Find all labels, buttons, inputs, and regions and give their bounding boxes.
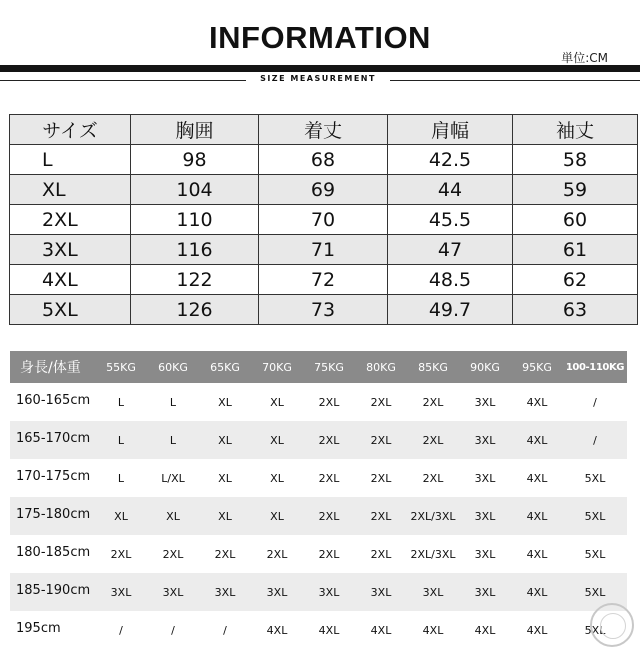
recommended-size-cell: XL xyxy=(270,471,284,485)
weight-row xyxy=(10,497,627,535)
weight-header-cell: 100-110KG xyxy=(563,351,627,383)
recommended-size-cell: 3XL xyxy=(474,547,496,561)
weight-header-cell: 95KG xyxy=(511,351,563,383)
recommended-size-cell: 3XL xyxy=(355,573,407,611)
recommended-size-cell: 4XL xyxy=(526,471,548,485)
recommended-size-cell: / xyxy=(171,623,175,637)
recommended-size-cell: 3XL xyxy=(303,573,355,611)
measurement-header-cell: 肩幅 xyxy=(388,115,513,145)
weight-header-cell: 65KG xyxy=(199,351,251,383)
measurement-header-cell: サイズ xyxy=(10,115,131,145)
measurement-cell: 110 xyxy=(131,205,259,235)
recommended-size-cell: 3XL xyxy=(407,573,459,611)
measurement-cell: 60 xyxy=(513,205,638,235)
recommended-size-cell: 2XL xyxy=(303,497,355,535)
recommended-size-cell: 2XL xyxy=(422,395,444,409)
recommended-size-cell: 4XL xyxy=(318,623,340,637)
recommended-size-cell: 2XL xyxy=(370,471,392,485)
recommended-size-cell: 3XL xyxy=(459,497,511,535)
recommended-size-cell: XL xyxy=(218,395,232,409)
recommended-size-cell: L/XL xyxy=(161,471,185,485)
measurement-row xyxy=(10,235,638,265)
measurement-cell: 116 xyxy=(131,235,259,265)
weight-header-cell: 85KG xyxy=(407,351,459,383)
height-cell: 195cm xyxy=(16,621,61,636)
weight-row xyxy=(10,611,627,649)
recommended-size-cell: 4XL xyxy=(474,623,496,637)
recommended-size-cell: 3XL xyxy=(147,573,199,611)
weight-row xyxy=(10,535,627,573)
recommended-size-cell: XL xyxy=(251,497,303,535)
measurement-cell: 122 xyxy=(131,265,259,295)
recommended-size-cell: 2XL xyxy=(422,471,444,485)
weight-header-cell: 90KG xyxy=(459,351,511,383)
height-cell: 180-185cm xyxy=(16,545,91,560)
weight-row xyxy=(10,573,627,611)
recommended-size-cell: 5XL xyxy=(563,497,627,535)
measurement-cell: 47 xyxy=(388,235,513,265)
measurement-cell: 68 xyxy=(259,145,388,175)
height-weight-header: 身長/体重 xyxy=(10,351,95,383)
height-cell: 170-175cm xyxy=(16,469,91,484)
subtitle: SIZE MEASUREMENT xyxy=(260,74,376,83)
recommended-size-cell: / xyxy=(223,623,227,637)
size-cell: 4XL xyxy=(10,265,131,295)
recommended-size-cell: L xyxy=(147,421,199,459)
weight-header-row xyxy=(10,351,627,383)
recommended-size-cell: 2XL xyxy=(266,547,288,561)
size-cell: L xyxy=(10,145,131,175)
weight-header-cell: 75KG xyxy=(303,351,355,383)
recommended-size-cell: XL xyxy=(251,421,303,459)
recommended-size-cell: 3XL xyxy=(199,573,251,611)
measurement-row xyxy=(10,295,638,325)
measurement-cell: 72 xyxy=(259,265,388,295)
recommended-size-cell: / xyxy=(563,421,627,459)
measurement-cell: 45.5 xyxy=(388,205,513,235)
recommended-size-cell: 4XL xyxy=(511,573,563,611)
recommended-size-cell: 2XL/3XL xyxy=(410,547,456,561)
weight-row xyxy=(10,383,627,421)
weight-size-table xyxy=(10,351,627,649)
subtitle-line-right xyxy=(390,80,640,81)
subtitle-row xyxy=(0,74,640,88)
recommended-size-cell: XL xyxy=(199,421,251,459)
measurement-cell: 44 xyxy=(388,175,513,205)
measurement-cell: 59 xyxy=(513,175,638,205)
measurement-header-row xyxy=(10,115,638,145)
height-cell: 175-180cm xyxy=(10,497,95,535)
recommended-size-cell: XL xyxy=(270,395,284,409)
recommended-size-cell: 3XL xyxy=(474,395,496,409)
recommended-size-cell: 2XL xyxy=(162,547,184,561)
watermark-stamp xyxy=(590,603,634,647)
weight-header-cell: 60KG xyxy=(147,351,199,383)
recommended-size-cell: 2XL xyxy=(370,395,392,409)
recommended-size-cell: 3XL xyxy=(474,471,496,485)
measurement-cell: 70 xyxy=(259,205,388,235)
recommended-size-cell: XL xyxy=(199,497,251,535)
recommended-size-cell: 4XL xyxy=(526,395,548,409)
height-cell: 160-165cm xyxy=(16,393,91,408)
recommended-size-cell: 2XL/3XL xyxy=(407,497,459,535)
recommended-size-cell: / xyxy=(119,623,123,637)
recommended-size-cell: 3XL xyxy=(251,573,303,611)
recommended-size-cell: L xyxy=(169,395,177,409)
recommended-size-cell: 2XL xyxy=(110,547,132,561)
recommended-size-cell: 2XL xyxy=(303,421,355,459)
recommended-size-cell: 4XL xyxy=(370,623,392,637)
recommended-size-cell: 2XL xyxy=(318,471,340,485)
height-cell: 165-170cm xyxy=(10,421,95,459)
header-divider xyxy=(0,65,640,72)
size-cell: 3XL xyxy=(10,235,131,265)
measurement-cell: 104 xyxy=(131,175,259,205)
unit-label: 単位:CM xyxy=(561,51,608,65)
measurement-cell: 98 xyxy=(131,145,259,175)
recommended-size-cell: 3XL xyxy=(459,573,511,611)
recommended-size-cell: 4XL xyxy=(266,623,288,637)
measurement-row xyxy=(10,175,638,205)
measurement-cell: 126 xyxy=(131,295,259,325)
weight-row xyxy=(10,459,627,497)
measurement-row xyxy=(10,265,638,295)
recommended-size-cell: 4XL xyxy=(511,497,563,535)
height-cell: 185-190cm xyxy=(10,573,95,611)
measurement-cell: 61 xyxy=(513,235,638,265)
recommended-size-cell: 2XL xyxy=(214,547,236,561)
recommended-size-cell: 3XL xyxy=(459,421,511,459)
recommended-size-cell: 4XL xyxy=(526,623,548,637)
measurement-header-cell: 袖丈 xyxy=(513,115,638,145)
recommended-size-cell: 5XL xyxy=(584,623,606,637)
measurement-cell: 49.7 xyxy=(388,295,513,325)
size-cell: XL xyxy=(10,175,131,205)
recommended-size-cell: 2XL xyxy=(370,547,392,561)
recommended-size-cell: 4XL xyxy=(422,623,444,637)
measurement-table xyxy=(9,114,638,325)
measurement-cell: 71 xyxy=(259,235,388,265)
recommended-size-cell: 2XL xyxy=(318,547,340,561)
recommended-size-cell: 5XL xyxy=(584,547,606,561)
recommended-size-cell: 5XL xyxy=(584,471,606,485)
recommended-size-cell: 2XL xyxy=(407,421,459,459)
measurement-cell: 63 xyxy=(513,295,638,325)
measurement-cell: 42.5 xyxy=(388,145,513,175)
measurement-cell: 69 xyxy=(259,175,388,205)
recommended-size-cell: 4XL xyxy=(511,421,563,459)
recommended-size-cell: 5XL xyxy=(563,573,627,611)
weight-row xyxy=(10,421,627,459)
measurement-header-cell: 胸囲 xyxy=(131,115,259,145)
subtitle-line-left xyxy=(0,80,246,81)
measurement-cell: 58 xyxy=(513,145,638,175)
recommended-size-cell: / xyxy=(593,395,597,409)
recommended-size-cell: 2XL xyxy=(355,497,407,535)
weight-header-cell: 55KG xyxy=(95,351,147,383)
recommended-size-cell: XL xyxy=(147,497,199,535)
measurement-cell: 62 xyxy=(513,265,638,295)
measurement-row xyxy=(10,205,638,235)
recommended-size-cell: L xyxy=(95,421,147,459)
measurement-row xyxy=(10,145,638,175)
size-cell: 5XL xyxy=(10,295,131,325)
recommended-size-cell: L xyxy=(117,395,125,409)
recommended-size-cell: 2XL xyxy=(355,421,407,459)
recommended-size-cell: XL xyxy=(95,497,147,535)
recommended-size-cell: XL xyxy=(218,471,232,485)
weight-header-cell: 80KG xyxy=(355,351,407,383)
recommended-size-cell: 4XL xyxy=(526,547,548,561)
weight-header-cell: 70KG xyxy=(251,351,303,383)
measurement-cell: 48.5 xyxy=(388,265,513,295)
recommended-size-cell: L xyxy=(117,471,125,485)
page-title: INFORMATION xyxy=(209,20,431,55)
recommended-size-cell: 2XL xyxy=(318,395,340,409)
measurement-cell: 73 xyxy=(259,295,388,325)
size-cell: 2XL xyxy=(10,205,131,235)
recommended-size-cell: 3XL xyxy=(95,573,147,611)
measurement-header-cell: 着丈 xyxy=(259,115,388,145)
